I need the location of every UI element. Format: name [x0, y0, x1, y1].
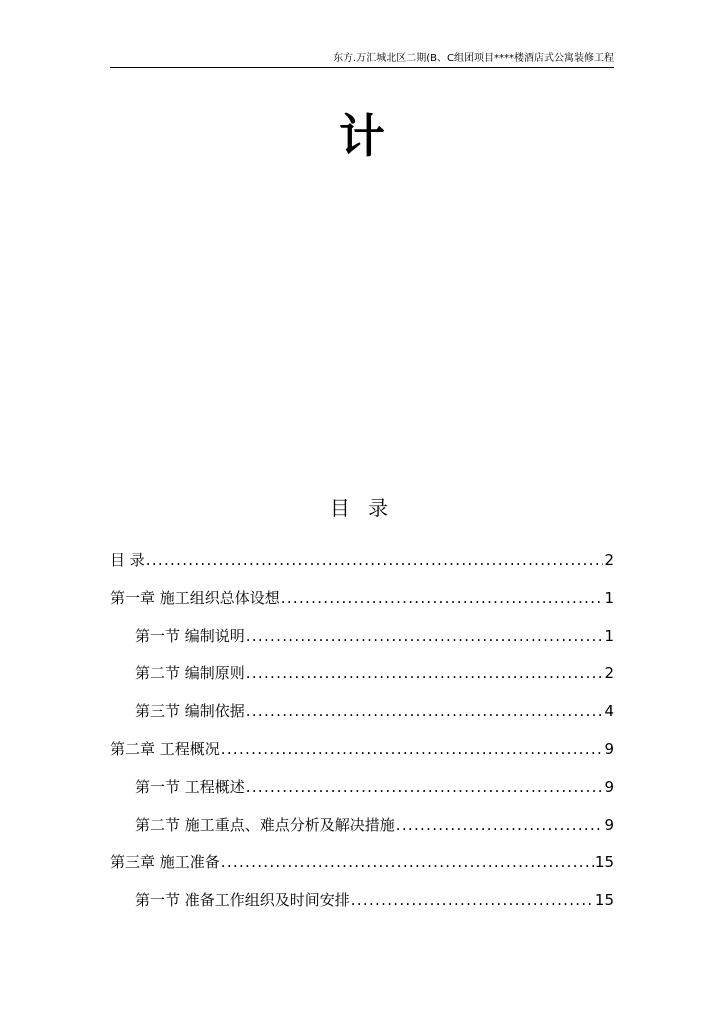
toc-entry-page: 2 [604, 551, 614, 569]
toc-entry-label: 第二节 施工重点、难点分析及解决措施 [135, 815, 395, 834]
toc-dot-leader [351, 887, 594, 913]
toc-entry-chapter-3[interactable] [110, 849, 614, 887]
toc-dot-leader [246, 660, 604, 686]
toc-entry-page: 9 [604, 777, 614, 796]
toc-entry-contents[interactable] [110, 547, 614, 585]
toc-entry-label: 第一节 编制说明 [135, 626, 245, 645]
toc-entry-section-1-2[interactable] [110, 660, 614, 698]
toc-entry-page: 15 [594, 891, 614, 910]
header-divider [110, 67, 614, 68]
toc-dot-leader [246, 698, 604, 724]
toc-entry-label: 第二章 工程概况 [110, 739, 220, 758]
toc-entry-page: 9 [604, 739, 614, 758]
toc-dot-leader [246, 623, 604, 649]
toc-dot-leader [246, 774, 604, 800]
toc-entry-label: 第一节 工程概述 [135, 777, 245, 796]
toc-entry-section-2-2[interactable] [110, 812, 614, 850]
toc-entry-section-1-3[interactable] [110, 698, 614, 736]
toc-entry-chapter-2[interactable] [110, 736, 614, 774]
toc-dot-leader [396, 812, 604, 838]
toc-dot-leader [281, 585, 604, 611]
toc-dot-leader [221, 849, 594, 875]
toc-entry-label: 第一节 准备工作组织及时间安排 [135, 891, 350, 910]
toc-entry-label: 第二节 编制原则 [135, 664, 245, 683]
toc-entry-label: 第三节 编制依据 [135, 702, 245, 721]
page-header: 东方.万汇城北区二期(B、C组团项目****楼酒店式公寓装修工程 [333, 53, 614, 64]
toc-entry-label: 第一章 施工组织总体设想 [110, 588, 280, 607]
toc-title: 目 录 [329, 496, 395, 520]
toc-entry-section-1-1[interactable] [110, 623, 614, 661]
toc-dot-leader [146, 547, 604, 573]
toc-entry-chapter-1[interactable] [110, 585, 614, 623]
toc-entry-label: 目 录 [110, 551, 145, 569]
toc-entry-page: 1 [604, 626, 614, 645]
toc-entry-page: 1 [604, 588, 614, 607]
toc-entry-page: 4 [604, 702, 614, 721]
heading-fragment: 计 [339, 109, 385, 163]
toc-entry-page: 15 [594, 853, 614, 872]
toc-entry-label: 第三章 施工准备 [110, 853, 220, 872]
toc-entry-page: 9 [604, 815, 614, 834]
toc-entry-page: 2 [604, 664, 614, 683]
table-of-contents [110, 547, 614, 925]
toc-dot-leader [221, 736, 604, 762]
toc-entry-section-3-1[interactable] [110, 887, 614, 925]
toc-entry-section-2-1[interactable] [110, 774, 614, 812]
